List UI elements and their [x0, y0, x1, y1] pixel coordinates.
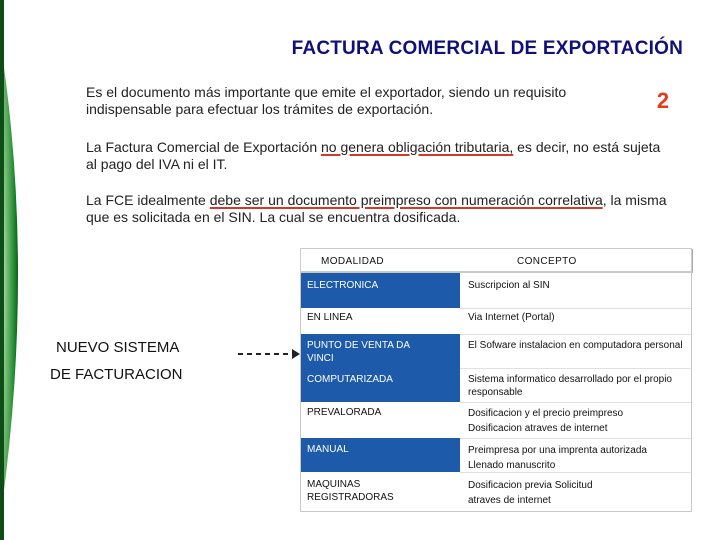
row-divider	[460, 334, 692, 335]
row-divider	[460, 438, 692, 439]
system-label-line2: DE FACTURACION	[50, 366, 183, 383]
page-number: 2	[656, 88, 670, 113]
bullet-3-underlined: debe ser un documento preimpreso con numeración correlativa	[209, 192, 603, 208]
table-header	[300, 248, 692, 272]
modalidad-cell: PREVALORADA	[307, 407, 382, 418]
concepto-cell: Via Internet (Portal)	[468, 312, 555, 323]
system-label-line1: NUEVO SISTEMA	[56, 339, 180, 356]
dashed-arrow-icon	[236, 348, 302, 360]
bullet-text-1	[86, 84, 626, 118]
modalidad-cell: MAQUINAS REGISTRADORAS	[307, 479, 394, 503]
bullet-3-text-before: La FCE idealmente	[86, 192, 210, 208]
modalidad-cell: EN LINEA	[307, 312, 353, 323]
row-divider	[460, 308, 692, 309]
bullet-2-text-after: es decir, no está sujeta al pago del IVA ni el IT.	[86, 139, 661, 172]
bullet-text-3	[86, 192, 676, 226]
concepto-cell: Dosificacion previa Solicitud atraves de internet	[468, 480, 593, 506]
modalidad-cell: MANUAL	[307, 444, 349, 455]
bullet-2-underlined: no genera obligación tributaria,	[321, 139, 514, 155]
concepto-cell: Suscripcion al SIN	[468, 280, 550, 291]
row-divider	[460, 402, 692, 403]
concepto-cell: Preimpresa por una imprenta autorizada Llenado manuscrito	[468, 445, 647, 471]
bullet-2-text-before: La Factura Comercial de Exportación	[86, 139, 321, 155]
slide-title: FACTURA COMERCIAL DE EXPORTACIÓN	[291, 38, 683, 59]
col-concepto-header: CONCEPTO	[517, 256, 577, 267]
bullet-text-2	[86, 139, 666, 173]
green-arc-decoration	[0, 0, 40, 540]
row-divider	[460, 368, 692, 369]
concepto-cell: Dosificacion y el precio preimpreso Dosificacion atraves de internet	[468, 408, 624, 434]
modalidad-cell: PUNTO DE VENTA DA VINCI	[307, 340, 410, 364]
bullet-3-text-after: , la misma que es solicitada en el SIN. La cual se encuentra dosificada.	[86, 192, 667, 225]
concepto-cell: El Sofware instalacion en computadora personal	[468, 340, 683, 351]
bullet-1-text: Es el documento más importante que emite el exportador, siendo un requisito indispensable para efectuar los trámites de exportación.	[86, 84, 567, 117]
modalidad-cell: ELECTRONICA	[307, 280, 379, 291]
modalidad-cell: COMPUTARIZADA	[307, 374, 393, 385]
concepto-cell: Sistema informatico desarrollado por el propio responsable	[468, 374, 672, 398]
col-modalidad-header: MODALIDAD	[321, 256, 385, 267]
row-divider	[460, 472, 692, 473]
